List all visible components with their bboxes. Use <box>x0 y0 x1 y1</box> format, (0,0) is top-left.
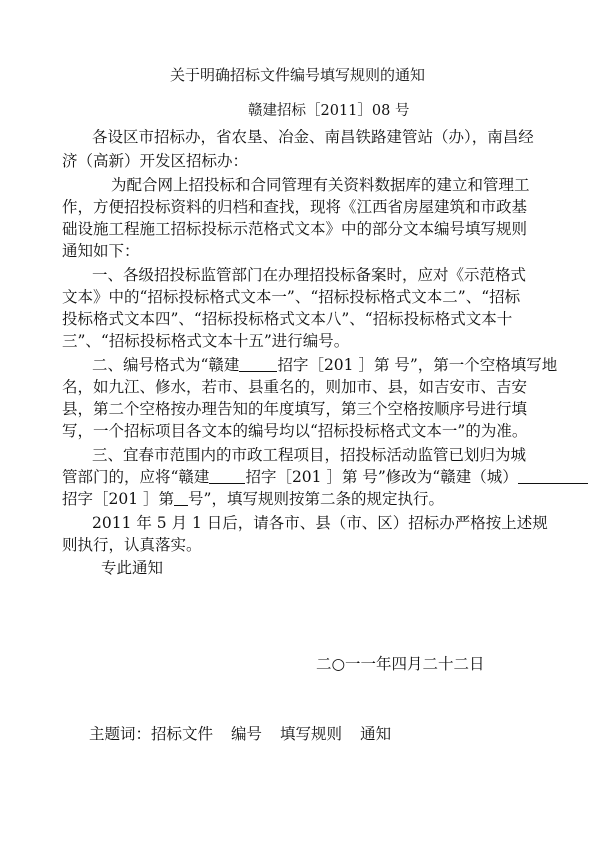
blank-underline <box>174 490 188 506</box>
closing-line: 2011 年 5 月 1 日后，请各市、县（市、区）招标办严格按上述规 <box>92 514 548 532</box>
item2-text: 二、编号格式为“赣建 <box>92 356 240 374</box>
item2-line: 县，第二个空格按办理告知的年度填写，第三个空格按顺序号进行填 <box>62 400 528 418</box>
addressee-line: 济（高新）开发区招标办： <box>62 152 249 170</box>
keyword: 填写规则 <box>280 725 343 743</box>
item2-text: 招字［201 ］第 号”，第一个空格填写地 <box>277 356 558 374</box>
item3-line <box>62 465 588 489</box>
sign-off: 专此通知 <box>101 559 164 577</box>
item3-text: 管部门的，应将“赣建 <box>62 468 210 486</box>
intro-line: 为配合网上招投标和合同管理有关资料数据库的建立和管理工 <box>111 176 530 194</box>
addressee-line: 各设区市招标办，省农垦、冶金、南昌铁路建管站（办），南昌经 <box>92 128 534 146</box>
blank-underline <box>209 468 245 484</box>
item1-line: 投标格式文本四”、“招标投标格式文本八”、“招标投标格式文本十 <box>62 310 513 328</box>
blank-underline <box>239 356 277 372</box>
intro-line: 通知如下： <box>62 242 140 260</box>
keyword: 编号 <box>231 725 263 743</box>
item3-text: 号”，填写规则按第二条的规定执行。 <box>188 490 444 508</box>
item2-line <box>92 353 557 377</box>
page-title: 关于明确招标文件编号填写规则的通知 <box>170 66 426 84</box>
item3-text: 招字［201 ］第 号”修改为“赣建（城） <box>245 468 518 486</box>
keywords-label: 主题词： <box>89 725 152 743</box>
item2-line: 名，如九江、修水，若市、县重名的，则加市、县，如吉安市、吉安 <box>62 378 528 396</box>
blank-underline <box>518 468 588 484</box>
keywords-row <box>89 722 391 746</box>
item1-line: 文本》中的“招标投标格式文本一”、“招标投标格式文本二”、“招标 <box>62 288 521 306</box>
intro-line: 础设施工程施工招标投标示范格式文本》中的部分文本编号填写规则 <box>62 220 528 238</box>
closing-line: 则执行，认真落实。 <box>62 536 202 554</box>
item3-line <box>62 487 444 511</box>
item1-line: 一、各级招投标监管部门在办理招投标备案时，应对《示范格式 <box>92 266 527 284</box>
item3-line: 三、宜春市范围内的市政工程项目，招投标活动监管已划归为城 <box>92 446 527 464</box>
intro-line: 作，方便招投标资料的归档和查找，现将《江西省房屋建筑和市政基 <box>62 198 528 216</box>
keyword: 招标文件 <box>151 725 214 743</box>
item3-text: 招字［201 ］第 <box>62 490 175 508</box>
item1-line: 三”、“招标投标格式文本十五”进行编号。 <box>62 332 350 350</box>
keyword: 通知 <box>360 725 392 743</box>
issue-date: 二○一一年四月二十二日 <box>316 655 485 673</box>
item2-line: 写，一个招标项目各文本的编号均以“招标投标格式文本一”的为准。 <box>62 422 528 440</box>
document-number: 赣建招标［2011］08 号 <box>248 103 410 119</box>
